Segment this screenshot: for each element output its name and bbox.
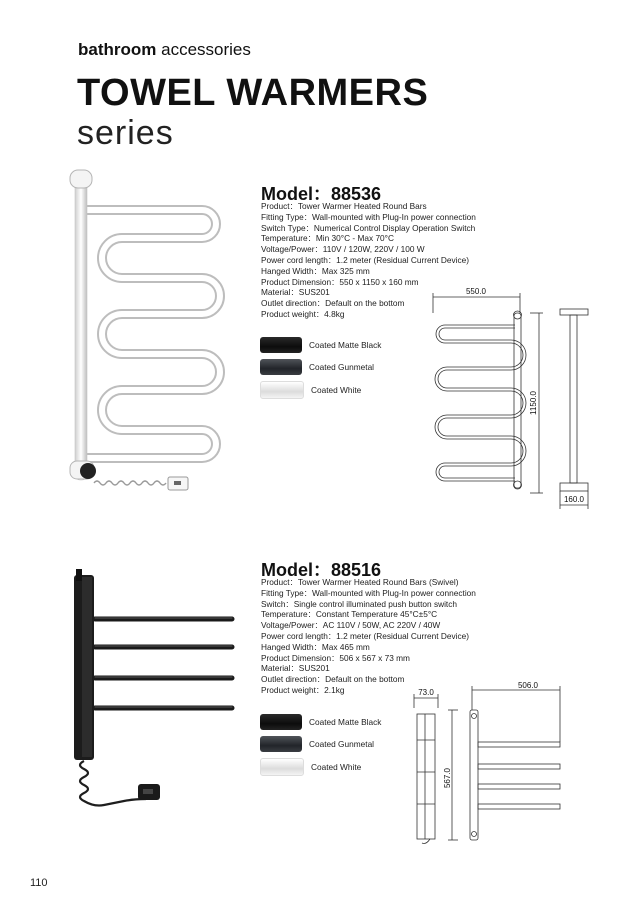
- finish-swatch-white: [260, 758, 304, 776]
- spec-line: Hanged Width：Max 325 mm: [261, 265, 370, 276]
- spec-line: Product：Tower Warmer Heated Round Bars (Swivel): [261, 577, 459, 587]
- category-heading: [78, 40, 251, 60]
- finish-swatch-gunmetal: [260, 736, 302, 752]
- product-88516-photo: [60, 565, 240, 815]
- spec-line: Product：Tower Warmer Heated Round Bars: [261, 201, 427, 211]
- product-88536-photo: [60, 165, 230, 505]
- page-title: TOWEL WARMERS: [77, 72, 429, 114]
- spec-line: Product Dimension：506 x 567 x 73 mm: [261, 652, 410, 663]
- model-88516-drawing: [400, 680, 570, 848]
- finish-swatch-white: [260, 381, 304, 399]
- dimension-height-label: 1150.0: [529, 391, 538, 415]
- finish-swatch-matte-black: [260, 714, 302, 730]
- spec-line: Switch Type：Numerical Control Display Operation Switch: [261, 222, 476, 233]
- spec-line: Outlet direction：Default on the bottom: [261, 298, 405, 309]
- spec-line: Outlet direction：Default on the bottom: [261, 674, 405, 685]
- spec-line: Temperature：Min 30°C - Max 70°C: [261, 233, 394, 244]
- spec-line: Material：SUS201: [261, 287, 330, 298]
- dimension-depth-label: 73.0: [418, 688, 434, 697]
- finish-option: [260, 758, 381, 775]
- spec-line: Power cord length：1.2 meter (Residual Current Device): [261, 254, 469, 265]
- dimension-width-label: 550.0: [465, 287, 487, 296]
- category-bold: bathroom: [78, 40, 157, 59]
- spec-line: Product Dimension：550 x 1150 x 160 mm: [261, 276, 419, 287]
- spec-line: Material：SUS201: [261, 663, 330, 674]
- category-light: accessories: [161, 40, 251, 59]
- model-88516-finishes: [260, 713, 381, 781]
- finish-label: Coated Matte Black: [309, 716, 382, 727]
- finish-label: Coated White: [311, 384, 362, 395]
- finish-swatch-gunmetal: [260, 359, 302, 375]
- model-88536-finishes: [260, 336, 381, 404]
- spec-line: Temperature：Constant Temperature 45°C±5°C: [261, 609, 438, 620]
- dimension-height-label: 567.0: [443, 767, 452, 789]
- spec-line: Hanged Width：Max 465 mm: [261, 641, 370, 652]
- spec-line: Power cord length：1.2 meter (Residual Current Device): [261, 630, 469, 641]
- model-88516-specs: [261, 577, 476, 696]
- spec-line: Switch：Single control illuminated push button switch: [261, 598, 457, 609]
- spec-line: Voltage/Power：AC 110V / 50W, AC 220V / 40W: [261, 620, 441, 631]
- dimension-depth-label: 160.0: [563, 495, 585, 504]
- finish-option: [260, 336, 381, 353]
- finish-label: Coated White: [311, 761, 362, 772]
- finish-swatch-matte-black: [260, 337, 302, 353]
- dimension-width-label: 506.0: [517, 681, 539, 690]
- model-88536-title: Model：88536: [261, 184, 382, 204]
- model-88516-title: Model：88516: [261, 560, 382, 580]
- finish-option: [260, 736, 381, 753]
- finish-option: [260, 713, 381, 730]
- spec-line: Product weight：4.8kg: [261, 308, 345, 319]
- finish-label: Coated Gunmetal: [309, 362, 375, 372]
- spec-line: Fitting Type：Wall-mounted with Plug-In power connection: [261, 587, 476, 598]
- finish-label: Coated Gunmetal: [309, 739, 375, 749]
- page-number: 110: [30, 877, 48, 889]
- finish-label: Coated Matte Black: [309, 339, 382, 350]
- finish-option: [260, 359, 381, 376]
- finish-option: [260, 381, 381, 398]
- spec-line: Fitting Type：Wall-mounted with Plug-In power connection: [261, 211, 476, 222]
- page-subtitle: series: [77, 114, 174, 152]
- model-88536-drawing: [425, 283, 595, 511]
- spec-line: Voltage/Power：110V / 120W, 220V / 100 W: [261, 244, 425, 255]
- spec-line: Product weight：2.1kg: [261, 684, 345, 695]
